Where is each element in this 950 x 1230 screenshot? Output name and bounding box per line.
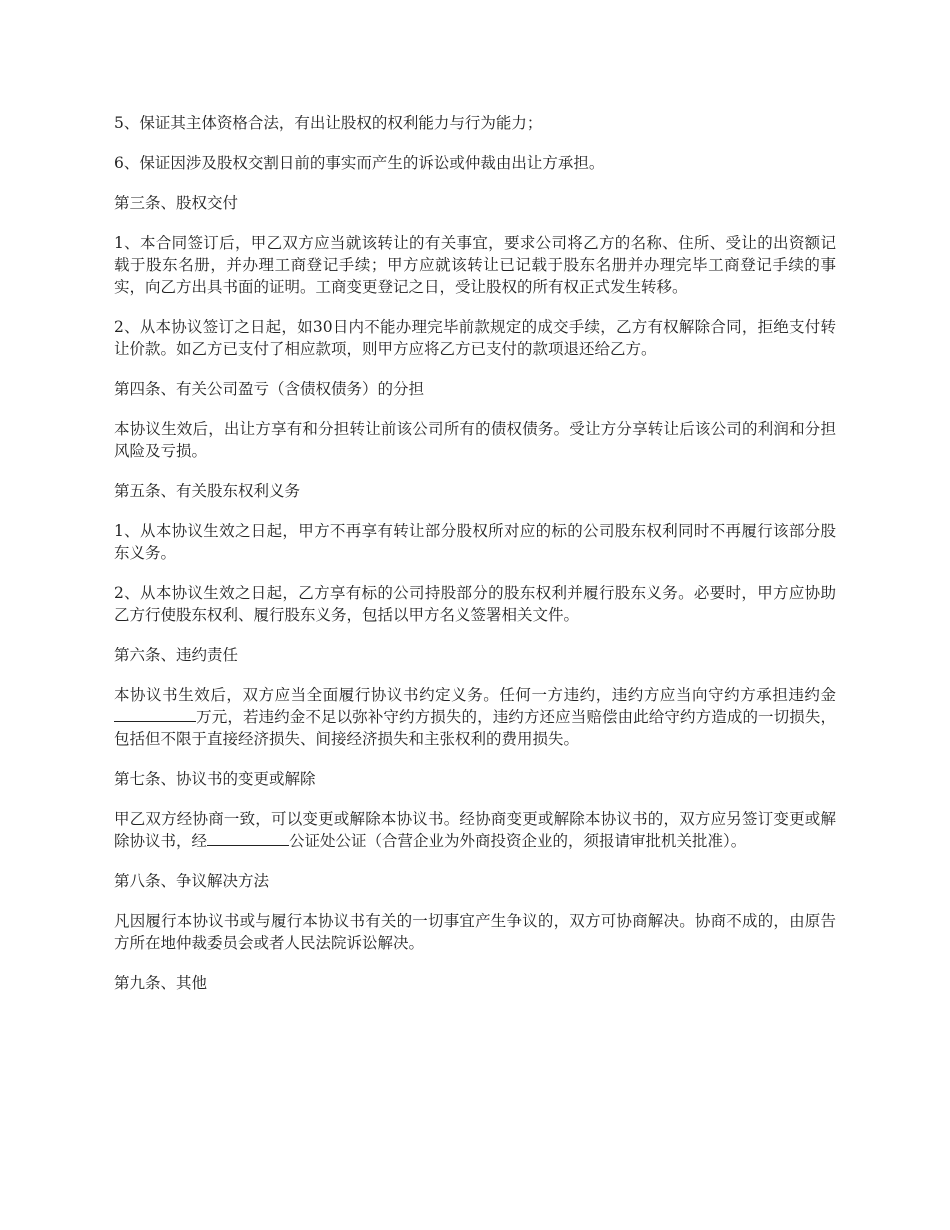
paragraph-6-body: [114, 684, 836, 750]
penalty-amount-blank: [114, 707, 196, 722]
paragraph-8: 凡因履行本协议书或与履行本协议书有关的一切事宜产生争议的，双方可协商解决。协商不成的，由原告方所在地仲裁委员会或者人民法院诉讼解决。: [114, 912, 836, 952]
paragraph-6: 6、保证因涉及股权交割日前的事实而产生的诉讼或仲裁由出让方承担。: [114, 154, 605, 172]
paragraph-3-1: 1、本合同签订后，甲乙双方应当就该转让的有关事宜，要求公司将乙方的名称、住所、受让的出资额记载于股东名册，并办理工商登记手续；甲方应就该转让已记载于股东名册并办理完毕工商登记手续的事实，向乙方出具书面的证明。工商变更登记之日，受让股权的所有权正式发生转移。: [114, 234, 836, 296]
section-heading-6: 第六条、违约责任: [114, 646, 239, 664]
notary-office-blank: [207, 831, 289, 846]
paragraph-6-text-before: 本协议书生效后，双方应当全面履行协议书约定义务。任何一方违约，违约方应当向守约方承担违约金: [114, 686, 836, 704]
paragraph-7-body: [114, 808, 836, 852]
paragraph-4: 本协议生效后，出让方享有和分担转让前该公司所有的债权债务。受让方分享转让后该公司的利润和分担风险及亏损。: [114, 420, 836, 460]
section-heading-4: 第四条、有关公司盈亏（含债权债务）的分担: [114, 380, 425, 398]
paragraph-6-text-after: 万元，若违约金不足以弥补守约方损失的，违约方还应当赔偿由此给守约方造成的一切损失，包括但不限于直接经济损失、间接经济损失和主张权利的费用损失。: [114, 708, 836, 748]
paragraph-5-1: 1、从本协议生效之日起，甲方不再享有转让部分股权所对应的标的公司股东权利同时不再履行该部分股东义务。: [114, 522, 836, 562]
section-heading-3: 第三条、股权交付: [114, 194, 239, 212]
section-heading-9: 第九条、其他: [114, 974, 208, 992]
paragraph-3-2: 2、从本协议签订之日起，如30日内不能办理完毕前款规定的成交手续，乙方有权解除合同，拒绝支付转让价款。如乙方已支付了相应款项，则甲方应将乙方已支付的款项退还给乙方。: [114, 318, 836, 358]
document-body: [114, 112, 836, 1012]
paragraph-5: 5、保证其主体资格合法，有出让股权的权利能力与行为能力；: [114, 114, 543, 132]
paragraph-7-text-before: 甲乙双方经协商一致，可以变更或解除本协议书。经协商变更或解除本协议书的，双方应另签订变更或解除协议书，经: [114, 810, 836, 850]
paragraph-5-2: 2、从本协议生效之日起，乙方享有标的公司持股部分的股东权利并履行股东义务。必要时，甲方应协助乙方行使股东权利、履行股东义务，包括以甲方名义签署相关文件。: [114, 584, 836, 624]
paragraph-7-text-after: 公证处公证（合营企业为外商投资企业的，须报请审批机关批准）。: [289, 832, 747, 850]
section-heading-8: 第八条、争议解决方法: [114, 872, 270, 890]
section-heading-5: 第五条、有关股东权利义务: [114, 482, 301, 500]
section-heading-7: 第七条、协议书的变更或解除: [114, 770, 316, 788]
